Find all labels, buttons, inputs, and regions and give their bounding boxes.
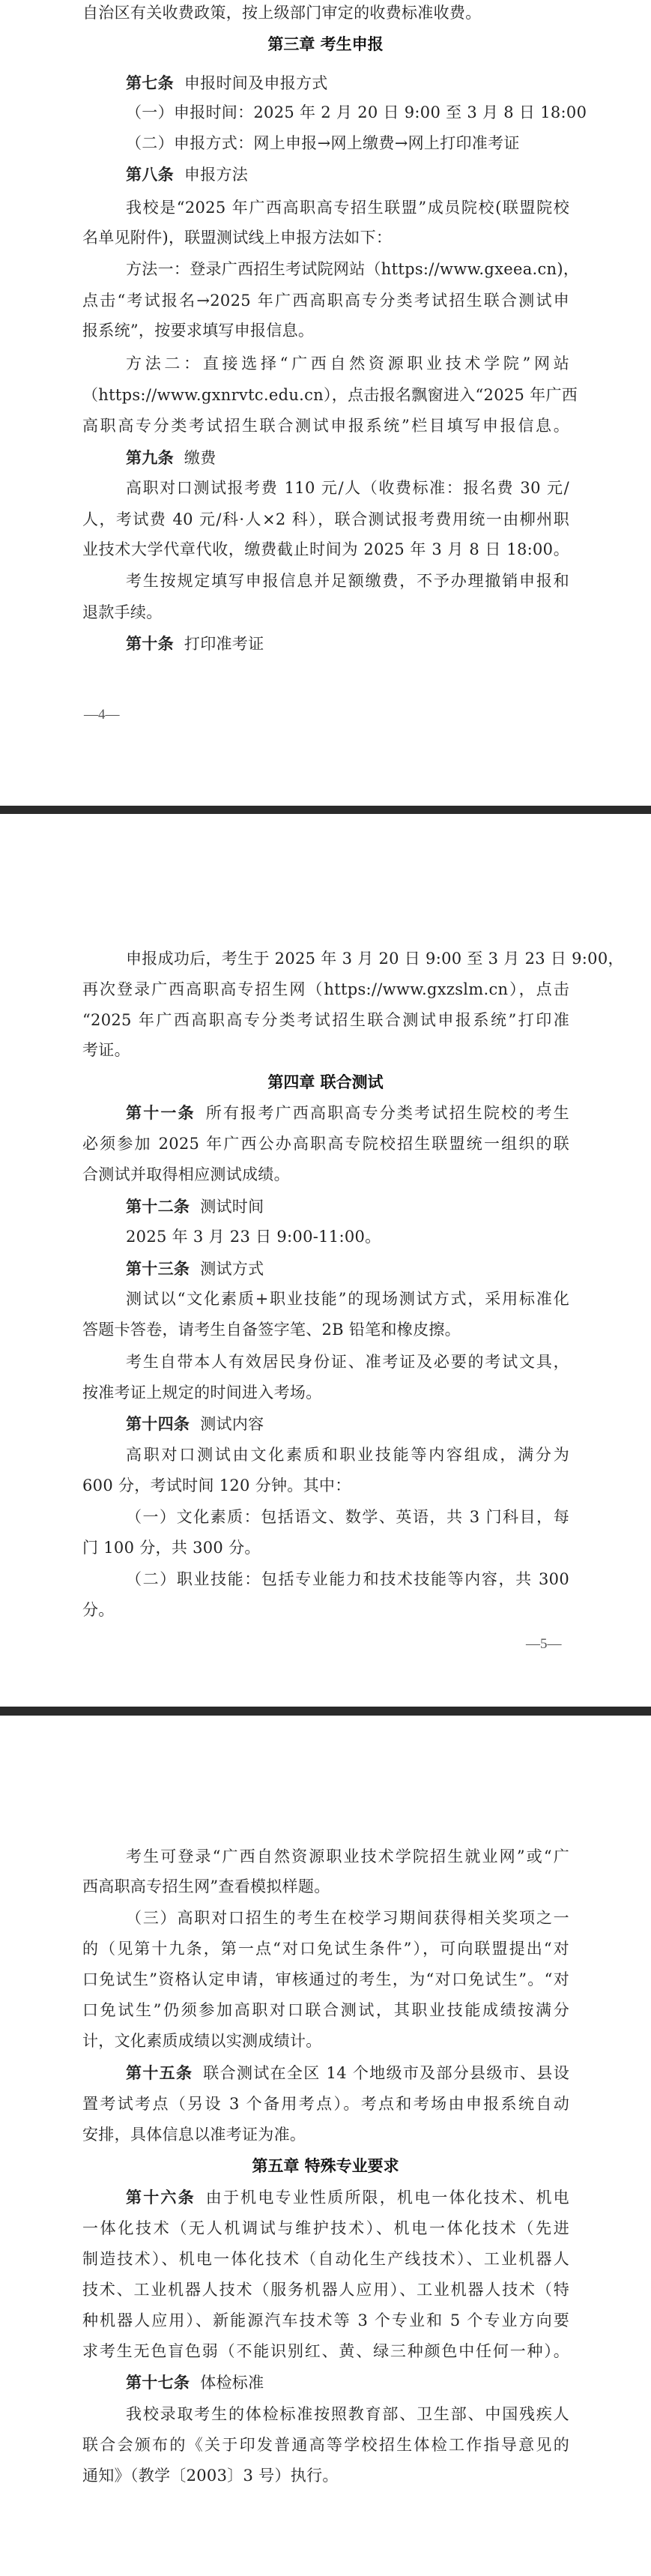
- article-text: 联合测试在全区 14 个地级市及部分县级市、县设: [203, 2064, 570, 2082]
- article-label: 第七条: [126, 74, 174, 92]
- article-line: [126, 2371, 613, 2394]
- page-separator: [0, 1707, 651, 1716]
- document-page-5: [0, 814, 651, 1706]
- page-number: —4—: [84, 707, 120, 723]
- text-line: 制造技术）、机电一体化技术（自动化生产线技术）、工业机器人: [82, 2250, 569, 2268]
- text-line: 方法一：登录广西招生考试院网站（https://www.gxeea.cn)，: [126, 260, 580, 278]
- article-label: 第十条: [126, 635, 174, 653]
- article-label: 第九条: [126, 449, 174, 467]
- article-title: 打印准考证: [184, 635, 264, 653]
- article-label: 第八条: [126, 166, 174, 184]
- text-line: 自治区有关收费政策，按上级部门审定的收费标准收费。: [82, 4, 482, 22]
- text-line: 门 100 分，共 300 分。: [82, 1539, 261, 1557]
- page-separator: [0, 806, 651, 814]
- text-line: 按准考证上规定的时间进入考场。: [82, 1384, 322, 1402]
- chapter-heading: 第三章 考生申报: [267, 35, 384, 53]
- article-label: 第十七条: [126, 2374, 190, 2392]
- document-page-4: [0, 0, 651, 806]
- text-line: （https://www.gxnrvtc.edu.cn），点击报名飘窗进入“2025 年广西: [82, 386, 578, 404]
- text-line: 合测试并取得相应测试成绩。: [82, 1165, 290, 1183]
- document-page-6: [0, 1716, 651, 2576]
- page-number: —5—: [526, 1636, 562, 1652]
- text-line: 口免试生”仍须参加高职对口联合测试，其职业技能成绩按满分: [82, 2001, 569, 2019]
- text-line: 高职高专分类考试招生联合测试申报系统”栏目填写申报信息。: [82, 417, 569, 435]
- article-title: 缴费: [184, 449, 217, 467]
- article-line: [126, 2062, 569, 2084]
- text-line: 测试以“文化素质+职业技能”的现场测试方式，采用标准化: [126, 1290, 569, 1308]
- article-line: [126, 447, 613, 469]
- text-line: 置考试考点（另设 3 个备用考点）。考点和考场由申报系统自动: [82, 2095, 569, 2113]
- text-line: 我校是“2025 年广西高职高专招生联盟”成员院校(联盟院校: [126, 199, 569, 217]
- text-line: 考生自带本人有效居民身份证、准考证及必要的考试文具，: [126, 1353, 569, 1371]
- article-text: 由于机电专业性质所限，机电一体化技术、机电: [205, 2189, 569, 2207]
- text-line: 通知》（教学〔2003〕3 号）执行。: [82, 2467, 339, 2485]
- article-title: 申报时间及申报方式: [184, 74, 328, 92]
- article-text: 所有报考广西高职高专分类考试招生院校的考生: [205, 1104, 569, 1122]
- article-label: 第十二条: [126, 1198, 190, 1216]
- chapter-heading: 第五章 特殊专业要求: [252, 2157, 399, 2175]
- article-line: [126, 1258, 613, 1280]
- article-line: [126, 2186, 569, 2209]
- text-line: 业技术大学代章代收，缴费截止时间为 2025 年 3 月 8 日 18:00。: [82, 540, 569, 558]
- text-line: 分。: [82, 1601, 115, 1619]
- text-line: 方法二：直接选择“广西自然资源职业技术学院”网站: [126, 355, 569, 372]
- text-line: 再次登录广西高职高专招生网（https://www.gxzslm.cn），点击: [82, 980, 569, 998]
- article-title: 体检标准: [200, 2374, 264, 2392]
- chapter-heading: 第四章 联合测试: [267, 1073, 384, 1091]
- text-line: 一体化技术（无人机调试与维护技术）、机电一体化技术（先进: [82, 2219, 569, 2237]
- text-line: “2025 年广西高职高专分类考试招生联合测试申报系统”打印准: [82, 1011, 569, 1029]
- text-line: 高职对口测试由文化素质和职业技能等内容组成，满分为: [126, 1446, 569, 1464]
- article-label: 第十五条: [126, 2064, 193, 2082]
- article-line: [126, 163, 613, 186]
- article-label: 第十三条: [126, 1260, 190, 1278]
- text-line: （一）文化素质：包括语文、数学、英语，共 3 门科目，每: [126, 1508, 569, 1526]
- article-line: [126, 1195, 613, 1218]
- article-label: 第十四条: [126, 1415, 190, 1433]
- article-title: 测试方式: [200, 1260, 264, 1278]
- text-line: 退款手续。: [82, 603, 163, 621]
- article-title: 测试内容: [200, 1415, 264, 1433]
- article-label: 第十六条: [126, 2189, 196, 2207]
- text-line: 西高职高专招生网”查看模拟样题。: [82, 1877, 330, 1895]
- text-line: 的（见第十九条，第一点“对口免试生条件”），可向联盟提出“对: [82, 1940, 569, 1958]
- text-line: 高职对口测试报考费 110 元/人（收费标准：报名费 30 元/: [126, 479, 569, 497]
- text-line: 求考生无色盲色弱（不能识别红、黄、绿三种颜色中任何一种）。: [82, 2342, 569, 2360]
- text-line: 名单见附件)，联盟测试线上申报方法如下：: [82, 229, 393, 247]
- text-line: 计，文化素质成绩以实测成绩计。: [82, 2032, 322, 2050]
- text-line: 600 分，考试时间 120 分钟。其中：: [82, 1476, 351, 1494]
- article-label: 第十一条: [126, 1104, 196, 1122]
- text-line: 必须参加 2025 年广西公办高职高专院校招生联盟统一组织的联: [82, 1135, 569, 1153]
- text-line: 考生可登录“广西自然资源职业技术学院招生就业网”或“广: [126, 1847, 569, 1865]
- article-title: 测试时间: [200, 1198, 264, 1216]
- article-line: [126, 633, 613, 655]
- text-line: 联合会颁布的《关于印发普通高等学校招生体检工作指导意见的: [82, 2436, 569, 2454]
- text-line: 答题卡答卷，请考生自备签字笔、2B 铅笔和橡皮擦。: [82, 1321, 461, 1339]
- text-line: 种机器人应用）、新能源汽车技术等 3 个专业和 5 个专业方向要: [82, 2311, 569, 2329]
- text-line: （二）职业技能：包括专业能力和技术技能等内容，共 300: [126, 1570, 569, 1588]
- text-line: （二）申报方式：网上申报→网上缴费→网上打印准考证: [126, 134, 520, 152]
- text-line: 2025 年 3 月 23 日 9:00-11:00。: [126, 1228, 381, 1246]
- text-line: 安排，具体信息以准考证为准。: [82, 2126, 306, 2144]
- text-line: 人，考试费 40 元/科·人×2 科），联合测试报考费用统一由柳州职: [82, 510, 569, 528]
- text-line: 考生按规定填写申报信息并足额缴费，不予办理撤销申报和: [126, 572, 569, 590]
- text-line: 报系统”，按要求填写申报信息。: [82, 322, 315, 340]
- text-line: 口免试生”资格认定申请，审核通过的考生，为“对口免试生”。“对: [82, 1970, 569, 1988]
- text-line: 点击“考试报名→2025 年广西高职高专分类考试招生联合测试申: [82, 292, 569, 310]
- text-line: 申报成功后，考生于 2025 年 3 月 20 日 9:00 至 3 月 23 日 9:00，: [126, 950, 624, 968]
- article-line: [126, 1413, 613, 1435]
- article-title: 申报方法: [184, 166, 249, 184]
- text-line: 我校录取考生的体检标准按照教育部、卫生部、中国残疾人: [126, 2405, 569, 2423]
- text-line: 技术、工业机器人技术（服务机器人应用）、工业机器人技术（特: [82, 2281, 569, 2299]
- article-line: [126, 72, 613, 94]
- text-line: （一）申报时间：2025 年 2 月 20 日 9:00 至 3 月 8 日 18:00: [126, 103, 587, 121]
- text-line: 考证。: [82, 1041, 130, 1059]
- text-line: （三）高职对口招生的考生在校学习期间获得相关奖项之一: [126, 1909, 569, 1927]
- article-line: [126, 1102, 569, 1124]
